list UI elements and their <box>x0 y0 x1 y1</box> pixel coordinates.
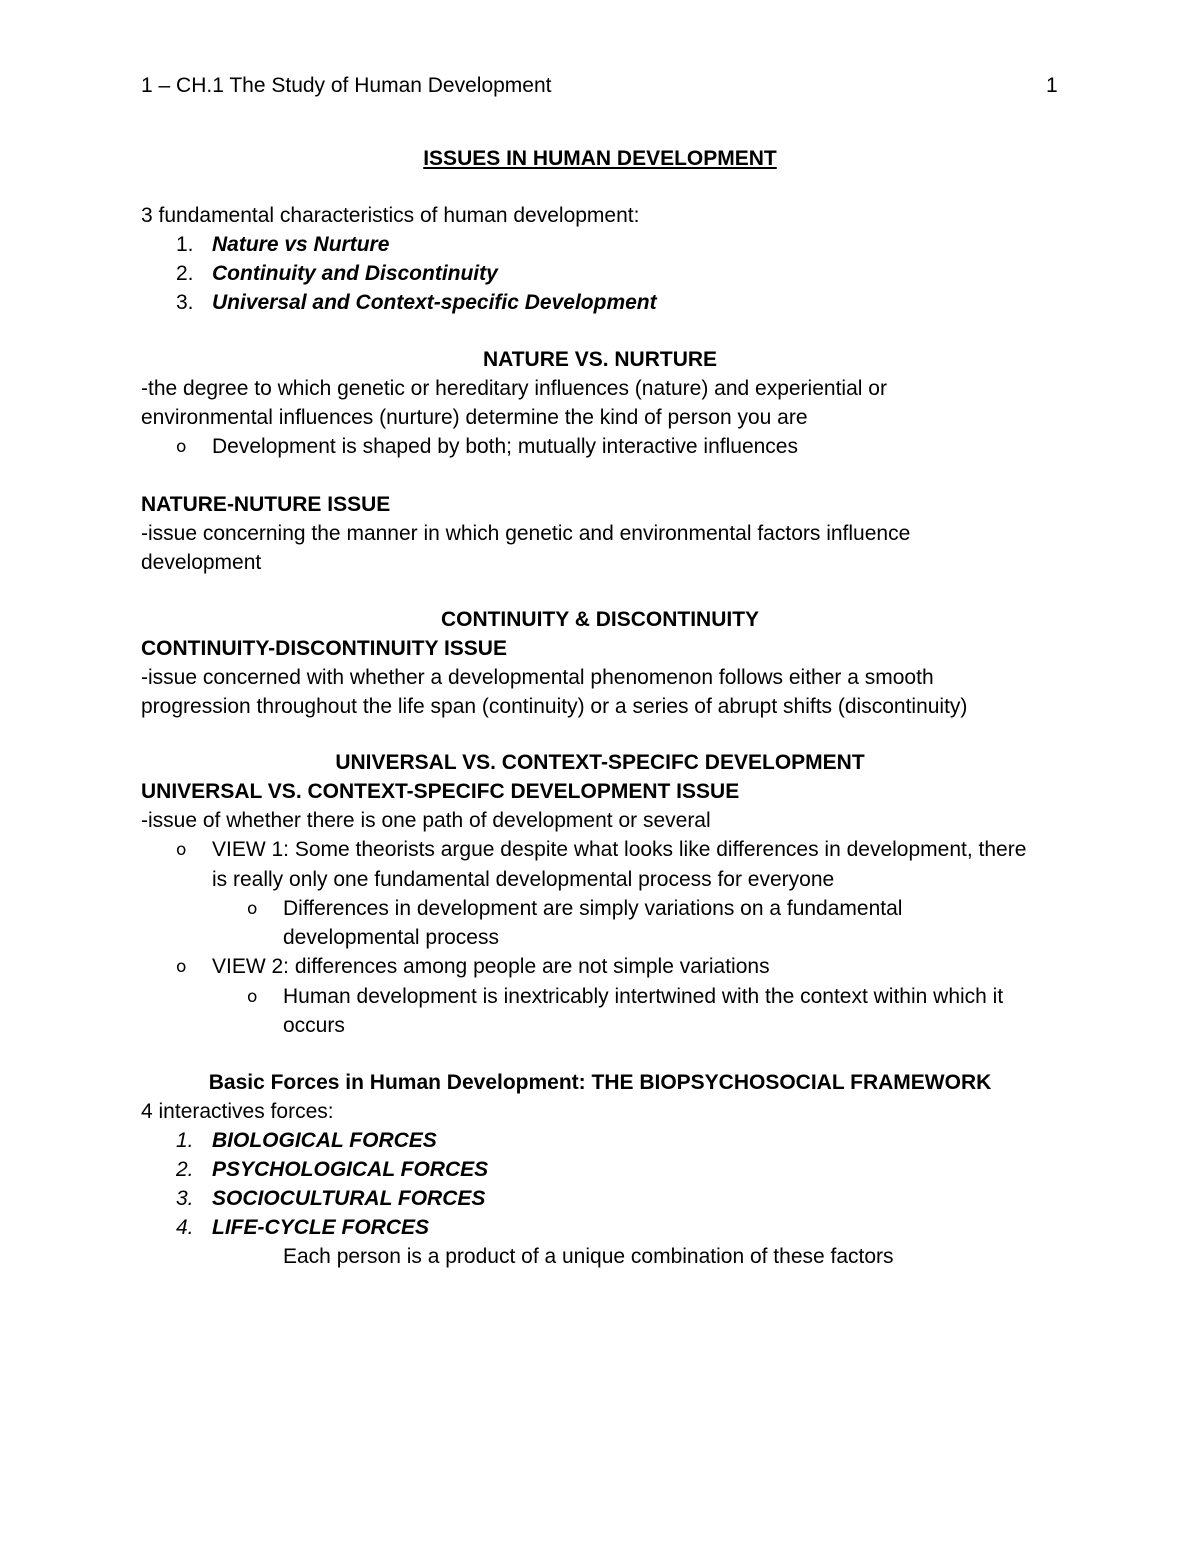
list-item: Nature vs Nurture <box>212 233 390 256</box>
page-number: 1 <box>1046 74 1058 97</box>
sub-bullet-marker: o <box>247 899 258 919</box>
list-number: 1. <box>176 233 194 256</box>
list-item: Universal and Context-specific Development <box>212 291 657 314</box>
section-heading-nature: NATURE VS. NURTURE <box>482 348 718 371</box>
subsection-heading-continuity-issue: CONTINUITY-DISCONTINUITY ISSUE <box>141 637 507 660</box>
list-number: 2. <box>176 262 194 285</box>
subsection-heading-nature-issue: NATURE-NUTURE ISSUE <box>141 493 391 516</box>
document-title: ISSUES IN HUMAN DEVELOPMENT <box>423 147 777 170</box>
definition-line: -issue of whether there is one path of development or several <box>141 809 711 832</box>
definition-line: -the degree to which genetic or hereditary influences (nature) and experiential or <box>141 377 887 400</box>
list-item: PSYCHOLOGICAL FORCES <box>212 1158 489 1181</box>
sub-bullet-text: Human development is inextricably intertwined with the context within which it <box>283 985 1004 1008</box>
definition-line: progression throughout the life span (continuity) or a series of abrupt shifts (discontinuity) <box>141 695 968 718</box>
subsection-heading-universal-issue: UNIVERSAL VS. CONTEXT-SPECIFC DEVELOPMENT ISSUE <box>141 780 740 803</box>
definition-line: development <box>141 551 262 574</box>
bullet-marker: o <box>176 840 187 860</box>
definition-line: environmental influences (nurture) determine the kind of person you are <box>141 406 808 429</box>
bullet-text-view1: VIEW 1: Some theorists argue despite what looks like differences in development, there <box>212 838 1027 861</box>
section-heading-forces: Basic Forces in Human Development: THE BIOPSYCHOSOCIAL FRAMEWORK <box>208 1071 992 1094</box>
section-heading-universal: UNIVERSAL VS. CONTEXT-SPECIFC DEVELOPMENT <box>335 751 865 774</box>
definition-line: -issue concerned with whether a developmental phenomenon follows either a smooth <box>141 666 934 689</box>
intro-text: 3 fundamental characteristics of human development: <box>141 204 640 227</box>
list-number: 3. <box>176 1187 194 1210</box>
running-header: 1 – CH.1 The Study of Human Development <box>141 74 552 97</box>
sub-bullet-text-cont: occurs <box>283 1014 345 1037</box>
bullet-text-view1-cont: is really only one fundamental developmental process for everyone <box>212 868 835 891</box>
list-item: Continuity and Discontinuity <box>212 262 498 285</box>
forces-closing: Each person is a product of a unique combination of these factors <box>283 1245 894 1268</box>
forces-intro: 4 interactives forces: <box>141 1100 334 1123</box>
sub-bullet-text-cont: developmental process <box>283 926 499 949</box>
list-number: 3. <box>176 291 194 314</box>
list-number: 4. <box>176 1216 194 1239</box>
bullet-text-view2: VIEW 2: differences among people are not simple variations <box>212 955 770 978</box>
section-heading-continuity: CONTINUITY & DISCONTINUITY <box>440 608 760 631</box>
list-item: SOCIOCULTURAL FORCES <box>212 1187 486 1210</box>
sub-bullet-marker: o <box>247 987 258 1007</box>
sub-bullet-text: Differences in development are simply variations on a fundamental <box>283 897 903 920</box>
list-item: BIOLOGICAL FORCES <box>212 1129 437 1152</box>
bullet-marker: o <box>176 437 187 457</box>
list-number: 2. <box>176 1158 194 1181</box>
bullet-text: Development is shaped by both; mutually interactive influences <box>212 435 798 458</box>
list-item: LIFE-CYCLE FORCES <box>212 1216 430 1239</box>
bullet-marker: o <box>176 957 187 977</box>
list-number: 1. <box>176 1129 194 1152</box>
definition-line: -issue concerning the manner in which genetic and environmental factors influence <box>141 522 911 545</box>
